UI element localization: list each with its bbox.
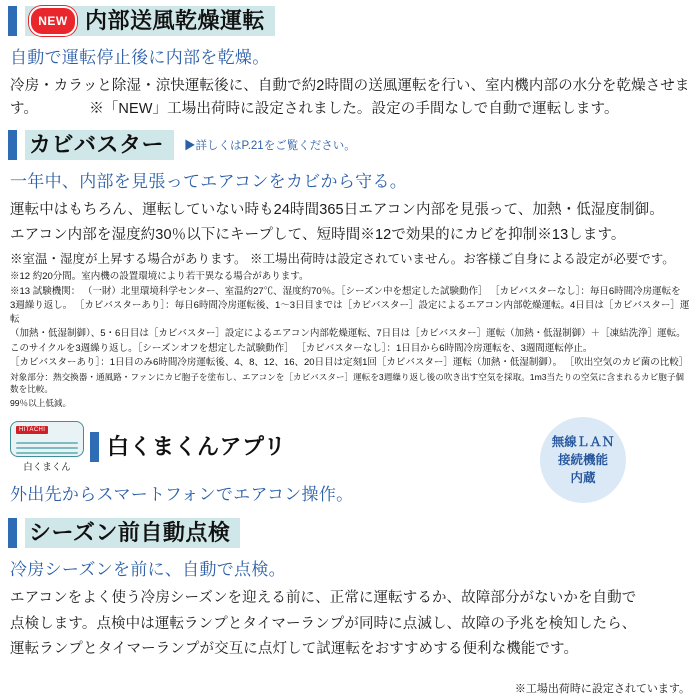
section-header-app	[8, 421, 692, 486]
wlan-line-2: 接続機能	[557, 453, 608, 467]
detail-link-kabi-buster[interactable]: ▶詳しくはP.21をご覧ください。	[184, 139, 356, 152]
wlan-line-3: 内蔵	[570, 471, 596, 486]
footnote-13-line3: （加熱・低湿制御）、5・6日目は［カビバスター］設定によるエアコン内部乾燥運転、7日目は［カビバスター］運転（加熱・低湿制御）＋［凍結洗浄］運転。	[10, 328, 686, 340]
section-header-internal-dry	[8, 6, 692, 36]
footnote-13-line5: ［カビバスターあり］：1日目のみ6時間冷房運転後、4、8、12、16、20日目は定刻1回［カビバスター］運転（加熱・低湿制御）。 ［吹出空気のカビ菌の比較］	[10, 357, 689, 369]
footnote-13-line4: このサイクルを3週繰り返し。［シーズンオフを想定した試験動作］ ［カビバスターなし］：1日目から6時間冷房運転を、3週間運転停止。	[10, 342, 593, 354]
footnote-13-line1: ※13 試験機関： （一財）北里環境科学センター、室温約27℃、湿度約70％。［シーズン中を想定した試験動作］ ［カビバスターなし］：毎日6時間冷房運転を	[10, 285, 681, 297]
blue-bar-icon	[8, 518, 17, 548]
louver-line	[16, 442, 78, 444]
section-title-kabi-buster: カビバスター	[29, 131, 165, 157]
section-title-season-check: シーズン前自動点検	[29, 520, 231, 546]
body-season-check-line1: エアコンをよく使う冷房シーズンを迎える前に、正常に運転するか、故障部分がないかを自動で	[10, 590, 637, 607]
wlan-line-1: 無線ＬＡＮ	[551, 434, 615, 449]
footnote-13-line2: 3週繰り返し。 ［カビバスターあり］：毎日6時間冷房運転後、1〜3日目までは［カビバスター］設定によるエアコン内部乾燥運転。4日目は［カビバスター］運転	[10, 300, 690, 325]
louver-line	[16, 447, 78, 449]
footnote-13-line7: 99％以上低減。	[10, 397, 72, 408]
body-kabi-buster-line1: 運転中はもちろん、運転していない時も24時間365日エアコン内部を見張って、加熱・低湿度制御。	[10, 201, 664, 218]
section-title-band-season-check	[25, 518, 240, 548]
blue-bar-icon	[8, 6, 17, 36]
section-title-band-internal-dry	[25, 6, 275, 36]
lead-app: 外出先からスマートフォンでエアコン操作。	[10, 485, 354, 505]
new-badge: NEW	[29, 6, 77, 36]
lead-internal-dry: 自動で運転停止後に内部を乾燥。	[10, 48, 270, 67]
air-conditioner-logo	[8, 421, 86, 473]
wireless-lan-badge	[540, 417, 626, 503]
louver-line	[16, 452, 78, 454]
section-title-app: 白くまくんアプリ	[107, 434, 287, 460]
lead-season-check: 冷房シーズンを前に、自動で点検。	[10, 560, 286, 580]
lead-kabi-buster: 一年中、内部を見張ってエアコンをカビから守る。	[10, 171, 408, 191]
body-kabi-buster-line2: エアコン内部を湿度約30％以下にキープして、短時間※12で効果的にカビを抑制※13します。	[10, 227, 626, 244]
section-header-kabi-buster	[8, 130, 692, 160]
note-kabi-buster: ※室温・湿度が上昇する場合があります。 ※工場出荷時は設定されていません。お客様ご自身による設定が必要です。	[10, 251, 675, 266]
footer-note: ※工場出荷時に設定されています。	[514, 683, 690, 695]
body-season-check-line2: 点検します。点検中は運転ランプとタイマーランプが同時に点滅し、故障の予兆を検知したら、	[10, 615, 637, 632]
section-header-season-check	[8, 518, 692, 548]
section-title-band-kabi-buster	[25, 130, 174, 160]
footnote-12: ※12 約20分間。室内機の設置環境により若干異なる場合があります。	[10, 271, 309, 283]
footnote-13-line6: 対象部分：熱交換器・通風路・ファンにカビ胞子を塗布し、エアコンを［カビバスター］運転を3週繰り返し後の吹き出す空気を採取。1m3当たりの空気に含まれるカビ胞子個数を比較。	[10, 371, 685, 395]
air-conditioner-icon	[10, 421, 84, 457]
brand-label: HITACHI	[16, 426, 48, 434]
ac-caption: 白くまくん	[23, 462, 71, 474]
section-title-internal-dry: 内部送風乾燥運転	[85, 8, 266, 33]
blue-bar-icon	[8, 130, 17, 160]
blue-bar-icon	[90, 432, 99, 462]
body-season-check-line3: 運転ランプとタイマーランプが交互に点灯して試運転をおすすめする便利な機能です。	[10, 641, 579, 658]
body-internal-dry: 冷房・カラッと除湿・涼快運転後に、自動で約2時間の送風運転を行い、室内機内部の水分を乾燥させます。 ※「NEW」工場出荷時に設定されました。設定の手間なしで自動で運転します。	[10, 78, 690, 118]
